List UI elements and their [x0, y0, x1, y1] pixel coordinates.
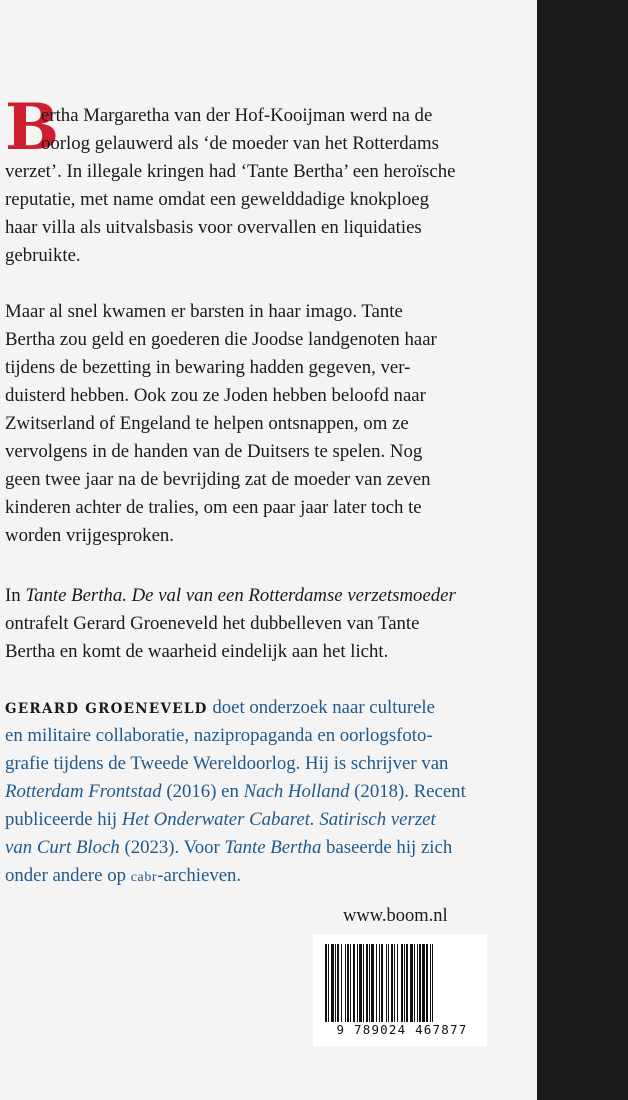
barcode-bar — [325, 944, 327, 1022]
bio-text: (2023). Voor — [119, 837, 225, 858]
author-name: GERARD GROENEVELD — [5, 701, 208, 717]
conclusion-line: ontrafelt Gerard Groeneveld het dubbelleven van Tante — [5, 613, 420, 634]
barcode-bar — [426, 944, 428, 1022]
bio-line — [5, 806, 466, 834]
body-line: Maar al snel kwamen er barsten in haar imago. Tante — [5, 301, 403, 322]
barcode-bar — [376, 944, 377, 1022]
body-line: Zwitserland of Engeland te helpen ontsnappen, om ze — [5, 413, 409, 434]
barcode-bar — [430, 944, 431, 1022]
barcode-bar — [386, 944, 387, 1022]
barcode-bar — [357, 944, 358, 1022]
barcode-bar — [345, 944, 346, 1022]
barcode-bar — [401, 944, 403, 1022]
intro-line: haar villa als uitvalsbasis voor overvallen en liquidaties — [5, 217, 422, 238]
book-title: Tante Bertha — [224, 837, 322, 858]
conclusion-line: Bertha en komt de waarheid eindelijk aan het licht. — [5, 641, 389, 662]
barcode-bar — [353, 944, 355, 1022]
book-title: van Curt Bloch — [5, 837, 120, 858]
barcode-bar — [404, 944, 405, 1022]
isbn-barcode — [313, 934, 487, 1046]
bio-text: publiceerde hij — [5, 809, 122, 830]
barcode-bar — [363, 944, 364, 1022]
body-paragraph — [5, 298, 437, 550]
barcode-bar — [422, 944, 425, 1022]
barcode-bar — [341, 944, 342, 1022]
barcode-bar — [337, 944, 339, 1022]
book-title: Tante Bertha. De val van een Rotterdamse verzetsmoeder — [25, 585, 456, 606]
bio-text: (2018). Recent — [349, 781, 466, 802]
barcode-bar — [397, 944, 398, 1022]
barcode-bar — [331, 944, 334, 1022]
barcode-bar — [379, 944, 380, 1022]
conclusion-line — [5, 582, 456, 610]
barcode-bar — [369, 944, 370, 1022]
bio-text: baseerde hij zich — [321, 837, 453, 858]
bio-text: (2016) en — [161, 781, 244, 802]
book-spine — [537, 0, 628, 1100]
conclusion-paragraph — [5, 582, 456, 666]
author-bio — [5, 694, 466, 890]
intro-line: ertha Margaretha van der Hof-Kooijman werd na de — [41, 105, 433, 126]
intro-line: verzet’. In illegale kringen had ‘Tante Bertha’ een heroïsche — [5, 161, 456, 182]
barcode-bar — [414, 944, 415, 1022]
barcode-bars — [325, 944, 475, 1022]
isbn-number: 9 789024 467877 — [336, 1022, 468, 1037]
intro-line: oorlog gelauwerd als ‘de moeder van het Rotterdams — [41, 133, 439, 154]
body-line: Bertha zou geld en goederen die Joodse landgenoten haar — [5, 329, 437, 350]
barcode-bar — [410, 944, 413, 1022]
bio-line — [5, 862, 466, 890]
body-line: worden vrijgesproken. — [5, 525, 174, 546]
book-title: Rotterdam Frontstad — [5, 781, 162, 802]
bio-line — [5, 694, 466, 722]
barcode-bar — [391, 944, 393, 1022]
bio-text: doet onderzoek naar culturele — [207, 697, 435, 718]
book-title: Nach Holland — [243, 781, 350, 802]
body-line: duisterd hebben. Ook zou ze Joden hebben beloofd naar — [5, 385, 426, 406]
publisher-url: www.boom.nl — [343, 906, 448, 926]
body-line: geen twee jaar na de bevrijding zat de moeder van zeven — [5, 469, 431, 490]
barcode-bar — [406, 944, 408, 1022]
bio-text: onder andere op — [5, 865, 131, 886]
bio-line — [5, 834, 466, 862]
barcode-bar — [417, 944, 418, 1022]
body-line: vervolgens in de handen van de Duitsers te spelen. Nog — [5, 441, 423, 462]
barcode-bar — [366, 944, 368, 1022]
barcode-bar — [371, 944, 374, 1022]
barcode-bar — [335, 944, 336, 1022]
body-line: tijdens de bezetting in bewaring hadden gegeven, ver- — [5, 357, 411, 378]
book-title: Het Onderwater Cabaret. Satirisch verzet — [121, 809, 436, 830]
conclusion-prefix: In — [5, 585, 26, 606]
barcode-bar — [359, 944, 362, 1022]
barcode-bar — [388, 944, 389, 1022]
barcode-bar — [419, 944, 421, 1022]
intro-paragraph — [5, 102, 455, 270]
barcode-bar — [381, 944, 383, 1022]
bio-line: en militaire collaboratie, nazipropaganda en oorlogsfoto- — [5, 725, 433, 746]
barcode-bar — [394, 944, 395, 1022]
bio-line — [5, 778, 466, 806]
barcode-bar — [350, 944, 351, 1022]
barcode-bar — [432, 944, 433, 1022]
barcode-bar — [347, 944, 349, 1022]
bio-text: -archieven. — [157, 865, 242, 886]
bio-line: grafie tijdens de Tweede Wereldoorlog. Hij is schrijver van — [5, 753, 449, 774]
intro-line: reputatie, met name omdat een gewelddadige knokploeg — [5, 189, 429, 210]
body-line: kinderen achter de tralies, om een paar jaar later toch te — [5, 497, 422, 518]
drop-cap: B — [5, 90, 60, 165]
archive-acronym: cabr — [130, 870, 158, 885]
intro-line: gebruikte. — [5, 245, 81, 266]
barcode-bar — [328, 944, 329, 1022]
